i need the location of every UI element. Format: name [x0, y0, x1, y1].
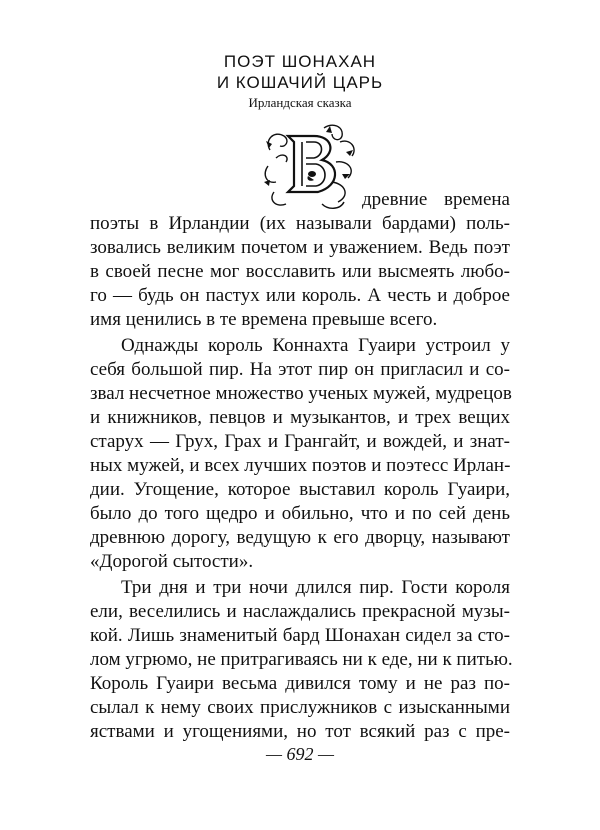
- text-line: Однажды король Коннахта Гуаири устроил у: [121, 335, 510, 356]
- text-line: поэты в Ирландии (их называли бардами) поль-: [90, 213, 510, 234]
- text-line: «Дорогой сытости».: [90, 551, 254, 572]
- text-line: дии. Угощение, которое выставил король Гуаири,: [90, 479, 510, 500]
- text-line: ных мужей, и всех лучших поэтов и поэтесс Ирлан-: [90, 455, 511, 476]
- text-line: сылал к нему своих прислужников с изысканными: [90, 697, 510, 718]
- text-line: было до того щедро и обильно, что и по сей день: [90, 503, 510, 524]
- text-line: кой. Лишь знаменитый бард Шонахан сидел за сто-: [90, 625, 510, 646]
- text-line: в своей песне мог восславить или высмеять любо-: [90, 261, 510, 282]
- story-subtitle: Ирландская сказка: [248, 95, 352, 110]
- text-line: древние времена: [362, 189, 510, 210]
- text-line: Три дня и три ночи длился пир. Гости короля: [121, 577, 510, 598]
- ornamental-drop-cap-icon: [262, 122, 360, 212]
- text-line: и книжников, певцов и музыкантов, и трех вещих: [90, 407, 510, 428]
- text-line: яствами и угощениями, но тот всякий раз с пре-: [90, 721, 510, 742]
- text-line: Король Гуаири весьма дивился тому и не раз по-: [90, 673, 510, 694]
- text-line: себя большой пир. На этот пир он пригласил и со-: [90, 359, 510, 380]
- text-line: старух — Грух, Грах и Грангайт, и вождей, и знат-: [90, 431, 510, 452]
- text-line: лом угрюмо, не притрагиваясь ни к еде, ни к питью.: [90, 649, 513, 670]
- story-title-line-2: И КОШАЧИЙ ЦАРЬ: [216, 73, 384, 92]
- text-line: имя ценились в те времена превыше всего.: [90, 309, 438, 330]
- text-line: древнюю дорогу, ведущую к его дворцу, называют: [90, 527, 510, 548]
- text-line: звал несчетное множество ученых мужей, мудрецов: [90, 383, 512, 404]
- text-line: го — будь он пастух или король. А честь и доброе: [90, 285, 510, 306]
- story-title-line-1: ПОЭТ ШОНАХАН: [223, 52, 377, 71]
- text-line: ели, веселились и наслаждались прекрасной музы-: [90, 601, 510, 622]
- text-line: зовались великим почетом и уважением. Ведь поэт: [90, 237, 510, 258]
- page-number: — 692 —: [265, 744, 334, 764]
